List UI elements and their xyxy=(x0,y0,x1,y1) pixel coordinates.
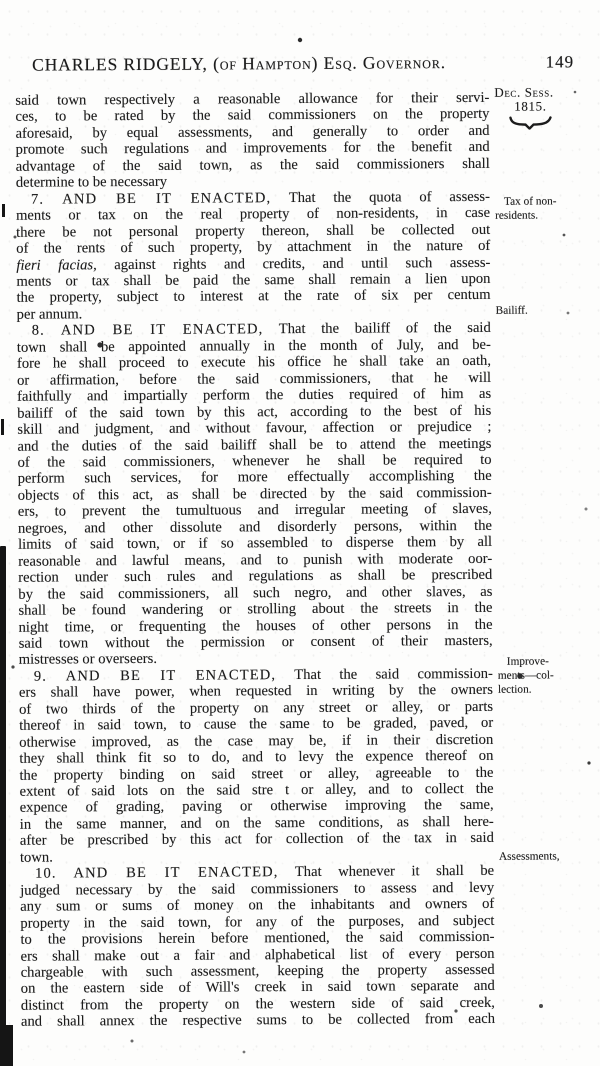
text-line: property in the said town, for any of the purposes, and subject xyxy=(20,912,495,932)
text-line: ers, to prevent the tumultuous and irregular meeting of slaves, xyxy=(17,501,492,521)
text-line: negroes, and other dissolute and disorderly persons, within the xyxy=(17,517,493,537)
text-line: they shall think fit so to do, and to levy the expence thereof on xyxy=(19,747,494,767)
text-line: fore he shall proceed to execute his office he shall take an oath, xyxy=(16,353,492,372)
main-text-column xyxy=(15,90,495,1031)
text-line: there be not personal property thereon, shall be collected out xyxy=(16,221,491,241)
paragraph-section-10 xyxy=(20,863,495,1030)
binding-shadow-bar xyxy=(0,546,6,1027)
margin-note-4 xyxy=(499,849,599,864)
text-line: and shall annex the respective sums to be collected from each xyxy=(20,1011,496,1031)
text-line: advantage of the said town, as the said commissioners shall xyxy=(15,155,490,175)
margin-note-line: Bailiff. xyxy=(495,304,528,317)
text-line: said town without the permission or consent of their masters, xyxy=(18,632,493,652)
text-line: promote such regulations and improvements for the benefit and xyxy=(15,139,490,159)
text-line: bailiff of the said town by this act, according to the best of his xyxy=(17,402,492,422)
binding-shadow-bar-bottom xyxy=(0,1025,13,1066)
text-line: chargeable with such assessment, keeping the property assessed xyxy=(20,961,495,981)
text-line: ments or tax on the real property of non-residents, in case xyxy=(16,205,491,224)
margin-note-1 xyxy=(495,194,595,223)
margin-note-line: 1815. xyxy=(514,98,547,114)
scan-noise-specks xyxy=(0,0,2,2)
text-line: mistresses or overseers. xyxy=(18,651,158,669)
text-line: town shall be appointed annually in the month of July, and be- xyxy=(16,336,491,356)
margin-note-2 xyxy=(496,303,596,318)
text-line: or affirmation, before the said commissioners, that he will xyxy=(17,369,492,389)
enacting-clause: 7. AND BE IT ENACTED, xyxy=(30,189,272,208)
text-line: determine to be necessary xyxy=(15,174,168,191)
text-line: judged necessary by the said commissioners to assess and levy xyxy=(20,879,495,899)
text-line: shall be found wandering or strolling about the streets in the xyxy=(18,599,493,619)
running-title-name: CHARLES RIDGELY, xyxy=(32,53,214,75)
paragraph-section-8 xyxy=(17,320,493,668)
enacting-clause: 8. AND BE IT ENACTED, xyxy=(31,321,264,339)
paragraph-continuation xyxy=(15,90,490,192)
text-line: otherwise improved, as the case may be, if in their discretion xyxy=(19,731,494,751)
text-line: aforesaid, by equal assessments, and generally to order and xyxy=(15,122,490,142)
margin-note-line: Dec. Sess. xyxy=(494,84,554,100)
enacting-clause: 9. AND BE IT ENACTED, xyxy=(33,667,277,685)
text-line: and the duties of the said bailiff shall be to attend the meetings xyxy=(17,435,492,455)
text-line: the property, subject to interest at the rate of six per centum xyxy=(16,287,491,307)
margin-note-line: lection. xyxy=(497,683,532,696)
margin-note-3 xyxy=(498,654,598,697)
text-line: of the rents of such property, by attachment in the nature of xyxy=(16,237,491,257)
text-line: extent of said lots on the said stre t or alley, and to collect the xyxy=(19,780,494,800)
text-line: to the provisions herein before mentioned, the said commission- xyxy=(20,928,495,948)
paragraph-section-9 xyxy=(19,666,494,866)
text-line: the property binding on said street or alley, agreeable to the xyxy=(19,764,494,784)
text-line: per annum. xyxy=(16,306,83,323)
text-line: fieri facias, against rights and credits, and until such assess- xyxy=(16,254,491,274)
margin-note-line: residents. xyxy=(495,209,539,222)
margin-note-line: Assessments, xyxy=(498,850,560,863)
text-line: said town respectively a reasonable allowance for their servi- xyxy=(15,89,490,109)
text-line: 8. AND BE IT ENACTED, That the bailiff of the said xyxy=(31,320,491,339)
binding-mark xyxy=(2,204,5,217)
text-line: by the said commissioners, all such negro, and other slaves, as xyxy=(18,583,493,603)
text-line: reasonable and lawful means, and to punish with moderate oor- xyxy=(18,550,493,570)
brace-ornament xyxy=(494,115,566,132)
text-line: after be prescribed by this act for collection of the tax in said xyxy=(19,830,494,850)
margin-note-line: Improve- xyxy=(506,655,549,668)
text-line: 10. AND BE IT ENACTED, That whenever it shall be xyxy=(35,863,495,882)
margin-note-line: ments—col- xyxy=(497,669,554,682)
text-line: night time, or frequenting the houses of other persons in the xyxy=(18,616,493,636)
text-line: of the said commissioners, whenever he shall be required to xyxy=(17,451,492,471)
text-line: town. xyxy=(19,849,53,866)
text-line: distinct from the property on the western side of said creek, xyxy=(20,994,495,1014)
latin-term: fieri facias, xyxy=(16,256,97,274)
text-line: thereof in said town, to cause the same to be graded, paved, or xyxy=(19,715,494,734)
running-title-suffix: (of Hampton) Esq. Governor. xyxy=(213,52,447,74)
text-line: ces, to be rated by the said commissioners on the property xyxy=(15,106,490,126)
text-line: faithfully and impartially perform the duties required of him as xyxy=(17,385,492,405)
text-line: 9. AND BE IT ENACTED, That the said commission- xyxy=(33,665,493,685)
text-line: ers shall have power, when requested in writing by the owners xyxy=(18,682,494,702)
text-line: rection under such rules and regulations as shall be prescribed xyxy=(18,566,493,586)
text-line: perform such services, for more effectually accomplishing the xyxy=(17,468,492,488)
text-line: ers shall make out a fair and alphabetical list of every person xyxy=(20,945,495,965)
text-line: of two thirds of the property on any street or alley, or parts xyxy=(19,698,494,718)
text-line: objects of this act, as shall be directed by the said commission- xyxy=(17,484,492,504)
text-line: 7. AND BE IT ENACTED, That the quota of assess- xyxy=(30,188,490,208)
text-line: on the eastern side of Will's creek in said town separate and xyxy=(20,978,495,998)
margin-note-line: Tax of non- xyxy=(503,195,557,208)
text-line: in the same manner, and on the same conditions, as shall here- xyxy=(19,813,494,833)
text-line: limits of said town, or if so assembled to disperse them by all xyxy=(18,534,493,553)
binding-mark xyxy=(1,419,4,435)
text-line: skill and judgment, and without favour, affection or prejudice ; xyxy=(17,418,492,438)
page-number: 149 xyxy=(545,52,575,72)
enacting-clause: 10. AND BE IT ENACTED, xyxy=(35,864,279,882)
page-header xyxy=(32,51,574,75)
paragraph-section-7 xyxy=(16,189,491,324)
running-title xyxy=(32,52,446,76)
margin-note-0 xyxy=(494,85,594,133)
text-line: any sum or sums of money on the inhabitants and owners of xyxy=(20,896,495,915)
text-line: expence of grading, paving or otherwise improving the same, xyxy=(19,797,494,817)
text-line: ments or tax shall be paid the same shall remain a lien upon xyxy=(16,270,491,290)
